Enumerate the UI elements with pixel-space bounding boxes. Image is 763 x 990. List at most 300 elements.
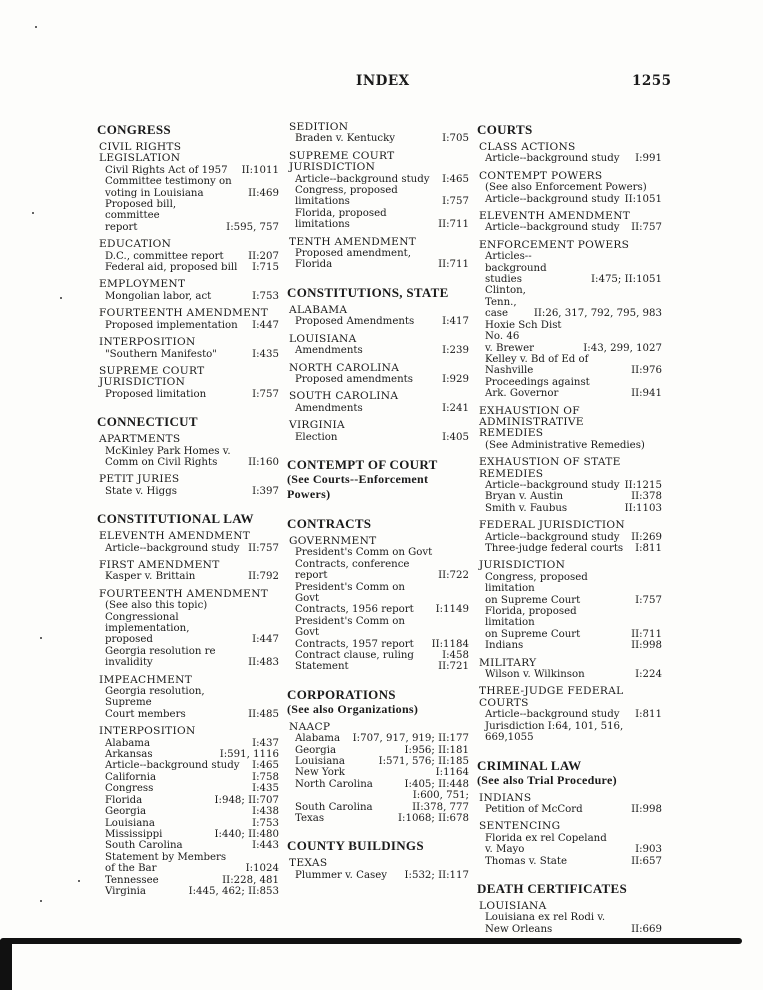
- entry-page-refs: II:378: [631, 491, 662, 503]
- index-entry: [289, 432, 469, 443]
- entry-page-refs: I:1068; II:678: [398, 813, 469, 825]
- entry-title: Smith v. Faubus: [485, 502, 568, 514]
- page-corner-shadow: [0, 940, 12, 990]
- index-subheading: EXHAUSTION OF STATE REMEDIES: [479, 456, 621, 480]
- index-subheading: CLASS ACTIONS: [479, 141, 576, 153]
- index-subheading: TENTH AMENDMENT: [289, 235, 417, 248]
- entry-page-refs: I:571, 576; II:185: [378, 756, 469, 768]
- entry-title: Florida: [105, 794, 143, 806]
- entry-title: Louisiana: [295, 756, 345, 768]
- index-subheading: SUPREME COURT JURISDICTION: [99, 364, 205, 389]
- index-entry: [289, 650, 469, 661]
- index-entry: [479, 669, 662, 680]
- entry-title: Congressional implementation, proposed: [105, 611, 190, 646]
- see-also-reference: (See Courts--Enforcement Powers): [287, 471, 429, 501]
- index-entry: [99, 543, 279, 554]
- index-entry: [289, 208, 469, 231]
- entry-page-refs: I:600, 751; II:378, 777: [412, 790, 469, 813]
- index-entry: [99, 165, 279, 176]
- index-entry: [289, 767, 469, 778]
- index-entry: [479, 833, 662, 856]
- index-subheading: GOVERNMENT: [289, 534, 377, 547]
- entry-page-refs: II:485: [248, 708, 279, 720]
- entry-title: Georgia resolution, Supreme Court members: [105, 686, 205, 720]
- index-main-heading: [287, 457, 469, 502]
- index-entry: [99, 571, 279, 582]
- entry-title: South Carolina: [105, 840, 183, 852]
- entry-title: Alabama: [295, 733, 341, 745]
- index-subheading: ELEVENTH AMENDMENT: [479, 210, 631, 223]
- index-main-heading: [97, 511, 279, 526]
- entry-page-refs: II:721: [438, 661, 469, 673]
- index-subheading: PETIT JURIES: [99, 473, 180, 486]
- entry-page-refs: I:239: [442, 345, 469, 357]
- entry-title: "Southern Manifesto": [105, 348, 217, 360]
- entry-title: Bryan v. Austin: [485, 491, 564, 503]
- index-subheading: SENTENCING: [479, 820, 561, 833]
- entry-title: Louisiana: [105, 817, 155, 829]
- entry-title: Louisiana ex rel Rodi v. New Orleans: [485, 912, 606, 935]
- index-subheading: THREE-JUDGE FEDERAL COURTS: [479, 685, 624, 709]
- entry-page-refs: II:483: [248, 657, 279, 669]
- entry-page-refs: I:753: [252, 290, 279, 302]
- index-entry: [479, 912, 662, 935]
- index-entry: [289, 547, 469, 581]
- entry-page-refs: I:757: [442, 196, 469, 208]
- entry-page-refs: I:707, 917, 919; II:177: [352, 733, 469, 745]
- entry-title: Alabama: [105, 737, 151, 749]
- entry-page-refs: I:948; II:707: [214, 794, 279, 806]
- index-entry: [479, 640, 662, 651]
- index-entry: [479, 491, 662, 502]
- index-entry: [289, 133, 469, 144]
- entry-page-refs: II:160: [248, 456, 279, 468]
- page-number: 1255: [632, 73, 672, 89]
- entry-title: Proposed amendment, Florida: [295, 248, 411, 271]
- entry-title: Wilson v. Wilkinson: [485, 669, 585, 681]
- index-entry: [479, 532, 662, 543]
- index-entry: [289, 316, 469, 327]
- page-title: INDEX: [356, 73, 410, 89]
- entry-title: Georgia: [295, 744, 337, 756]
- index-main-heading: [287, 687, 469, 717]
- entry-page-refs: II:722: [438, 570, 469, 582]
- entry-page-refs: I:757: [635, 594, 662, 606]
- index-entry: [99, 840, 279, 851]
- index-entry: [99, 389, 279, 400]
- entry-title: Georgia: [105, 806, 147, 818]
- entry-title: Petition of McCord: [485, 803, 583, 815]
- index-entry: [289, 345, 469, 356]
- index-subheading: FOURTEENTH AMENDMENT: [99, 587, 269, 600]
- entry-title: New York: [295, 767, 345, 779]
- entry-page-refs: I:929: [442, 373, 469, 385]
- entry-page-refs: II:228, 481: [222, 874, 279, 886]
- main-heading-text: COURTS: [477, 122, 533, 137]
- entry-page-refs: II:792: [248, 571, 279, 583]
- entry-page-refs: I:591, 1116: [219, 749, 279, 761]
- entry-title: South Carolina: [295, 801, 373, 813]
- index-entry: [99, 251, 279, 262]
- index-entry: [289, 185, 469, 208]
- index-entry: [99, 806, 279, 817]
- entry-page-refs: I:715: [252, 262, 279, 274]
- index-entry: [99, 262, 279, 273]
- entry-title: North Carolina: [295, 778, 373, 790]
- entry-page-refs: I:405: [442, 431, 469, 443]
- index-subheading: ENFORCEMENT POWERS: [479, 238, 630, 251]
- see-also-reference: (See also Trial Procedure): [477, 772, 617, 787]
- entry-page-refs: II:1051: [624, 193, 662, 205]
- entry-title: Arkansas: [105, 749, 153, 761]
- entry-title: McKinley Park Homes v. Comm on Civil Rights: [105, 445, 231, 468]
- entry-page-refs: I:956; II:181: [404, 744, 469, 756]
- page-bottom-edge: [0, 938, 742, 944]
- index-entry: [289, 374, 469, 385]
- index-entry: [289, 790, 469, 813]
- main-heading-text: CONTEMPT OF COURT: [287, 456, 438, 472]
- entry-page-refs: II:269: [631, 531, 662, 543]
- entry-title: President's Comm on Govt Contracts, conference report: [295, 547, 433, 582]
- index-entry: [99, 749, 279, 760]
- index-entry: [99, 783, 279, 794]
- entry-title: Article--background study: [485, 709, 620, 721]
- entry-page-refs: I:445, 462; II:853: [188, 885, 279, 897]
- entry-page-refs: I:475; II:1051: [591, 274, 662, 286]
- index-entry: [479, 804, 662, 815]
- main-heading-text: CONSTITUTIONAL LAW: [97, 511, 254, 527]
- entry-page-refs: I:241: [442, 402, 469, 414]
- index-entry: [289, 779, 469, 790]
- entry-page-refs: I:405; II:448: [404, 778, 469, 790]
- index-subheading: EDUCATION: [99, 238, 172, 251]
- index-entry: [289, 745, 469, 756]
- entry-page-refs: I:440; II:480: [214, 828, 279, 840]
- scan-speck: [40, 637, 42, 639]
- entry-title: Amendments: [295, 345, 363, 357]
- entry-page-refs: I:43, 299, 1027: [583, 342, 662, 354]
- entry-page-refs: II:711: [438, 219, 469, 231]
- entry-title: Election: [295, 431, 338, 443]
- index-entry: [99, 795, 279, 806]
- index-subheading: NAACP: [289, 720, 331, 733]
- entry-page-refs: I:757: [252, 388, 279, 400]
- index-subheading: LOUISIANA: [289, 332, 357, 345]
- cross-reference-note: (See Administrative Remedies): [485, 439, 645, 451]
- entry-title: Article--background study: [295, 173, 430, 185]
- entry-page-refs: II:657: [631, 855, 662, 867]
- index-entry: [479, 354, 662, 377]
- index-column-2: [289, 118, 469, 881]
- entry-title: Proposed amendments: [295, 373, 413, 385]
- entry-title: Article--background study: [485, 222, 620, 234]
- entry-title: Florida, proposed limitation on Supreme Court: [485, 606, 581, 640]
- index-entry: [99, 852, 279, 875]
- entry-page-refs: I:532; II:117: [404, 869, 469, 881]
- index-subheading: SEDITION: [289, 121, 349, 133]
- index-entry: [99, 176, 279, 199]
- scan-speck: [32, 212, 34, 214]
- index-main-heading: [97, 122, 279, 137]
- entry-page-refs: I:435: [252, 783, 279, 795]
- index-entry: [99, 772, 279, 783]
- index-entry: [99, 686, 279, 720]
- main-heading-text: COUNTY BUILDINGS: [287, 838, 424, 854]
- entry-title: Civil Rights Act of 1957: [105, 164, 228, 176]
- entry-title: Proposed implementation: [105, 319, 238, 331]
- cross-reference-note: (See also this topic): [105, 600, 208, 612]
- entry-title: Contract clause, ruling: [295, 650, 414, 661]
- entry-title: Mississippi: [105, 828, 163, 840]
- index-entry: [99, 646, 279, 669]
- index-entry: [479, 320, 662, 354]
- index-entry: [479, 606, 662, 640]
- index-entry: [99, 875, 279, 886]
- entry-title: Texas: [295, 813, 325, 825]
- entry-title: Braden v. Kentucky: [295, 133, 396, 145]
- index-entry: [479, 543, 662, 554]
- index-entry: [479, 153, 662, 164]
- index-entry: [289, 582, 469, 616]
- entry-page-refs: I:465: [442, 173, 469, 185]
- index-subheading: CIVIL RIGHTS LEGISLATION: [99, 141, 182, 165]
- index-subheading: TEXAS: [289, 857, 328, 870]
- index-entry: [479, 222, 662, 233]
- entry-page-refs: II:711: [631, 628, 662, 640]
- entry-title: Congress, proposed limitations: [295, 185, 398, 208]
- index-entry: [99, 199, 279, 233]
- index-entry: [99, 738, 279, 749]
- main-heading-text: DEATH CERTIFICATES: [477, 880, 628, 896]
- entry-page-refs: I:397: [252, 485, 279, 497]
- entry-title: Kasper v. Brittain: [105, 571, 196, 583]
- index-main-heading: [287, 285, 469, 300]
- entry-title: Proceedings against Ark. Governor: [485, 376, 590, 400]
- entry-page-refs: I:435: [252, 348, 279, 360]
- entry-title: Article--background study: [485, 193, 620, 205]
- index-entry: [479, 709, 662, 720]
- index-entry: [479, 503, 662, 514]
- entry-title: Article--background study: [105, 542, 240, 554]
- index-entry: [99, 612, 279, 646]
- see-also-reference: (See also Organizations): [287, 701, 419, 716]
- entry-title: Clinton, Tenn., case: [485, 285, 526, 320]
- index-entry: [479, 377, 662, 400]
- main-heading-text: CORPORATIONS: [287, 686, 396, 702]
- entry-page-refs: II:941: [631, 388, 662, 400]
- index-entry: [99, 291, 279, 302]
- index-subheading: NORTH CAROLINA: [289, 361, 400, 374]
- entry-title: Tennessee: [105, 874, 159, 886]
- entry-title: Federal aid, proposed bill: [105, 262, 238, 274]
- index-entry: [99, 320, 279, 331]
- entry-page-refs: II:998: [631, 640, 662, 652]
- index-entry: [99, 486, 279, 497]
- entry-title: Virginia: [105, 885, 146, 897]
- entry-page-refs: I:1164: [435, 767, 469, 779]
- cross-reference-note: (See also Enforcement Powers): [485, 182, 647, 194]
- entry-page-refs: II:711: [438, 259, 469, 271]
- entry-page-refs: II:757: [631, 222, 662, 234]
- entry-page-refs: I:1149: [435, 604, 469, 616]
- index-entry: [289, 616, 469, 650]
- index-entry: [289, 733, 469, 744]
- entry-title: Statement: [295, 661, 349, 673]
- scan-speck: [40, 900, 42, 902]
- entry-title: D.C., committee report: [105, 250, 224, 262]
- index-subheading: LOUISIANA: [479, 899, 547, 912]
- entry-title: Florida, proposed limitations: [295, 207, 387, 231]
- entry-page-refs: I:811: [635, 709, 662, 721]
- index-subheading: IMPEACHMENT: [99, 673, 193, 686]
- entry-page-refs: II:976: [631, 365, 662, 377]
- index-subheading: ELEVENTH AMENDMENT: [99, 530, 251, 543]
- index-entry: [289, 174, 469, 185]
- entry-title: Florida ex rel Copeland v. Mayo: [485, 832, 607, 856]
- entry-title: Proposed limitation: [105, 388, 207, 400]
- scan-speck: [35, 26, 37, 28]
- index-subheading: SUPREME COURT JURISDICTION: [289, 149, 395, 174]
- entry-page-refs: II:469: [248, 187, 279, 199]
- scan-speck: [60, 297, 62, 299]
- entry-page-refs: I:438: [252, 806, 279, 818]
- entry-page-refs: II:998: [631, 803, 662, 815]
- index-subheading: INTERPOSITION: [99, 336, 196, 349]
- index-entry: [479, 572, 662, 606]
- index-subheading: MILITARY: [479, 656, 537, 669]
- entry-title: Article--background study: [105, 760, 240, 772]
- index-column-3: [479, 118, 662, 935]
- entry-page-refs: II:207: [248, 250, 279, 262]
- entry-title: Jurisdiction I:64, 101, 516, 669,1055: [485, 720, 624, 744]
- index-subheading: INTERPOSITION: [99, 725, 196, 738]
- entry-title: Statement by Members of the Bar: [105, 851, 227, 875]
- index-subheading: APARTMENTS: [99, 433, 181, 446]
- entry-title: Three-judge federal courts: [485, 543, 624, 554]
- entry-page-refs: I:447: [252, 634, 279, 646]
- index-main-heading: [477, 758, 662, 788]
- index-subheading: EMPLOYMENT: [99, 278, 186, 291]
- entry-page-refs: I:443: [252, 840, 279, 852]
- entry-page-refs: I:465: [252, 760, 279, 772]
- entry-title: Thomas v. State: [485, 855, 567, 867]
- index-subheading: CONTEMPT POWERS: [479, 169, 603, 182]
- index-entry: [289, 756, 469, 767]
- main-heading-text: CONGRESS: [97, 122, 171, 137]
- entry-title: President's Comm on Govt Contracts, 1956 report: [295, 581, 414, 616]
- entry-page-refs: I:753: [252, 817, 279, 829]
- entry-page-refs: I:903: [635, 844, 662, 856]
- entry-page-refs: I:224: [635, 669, 662, 681]
- index-subheading: ALABAMA: [289, 303, 348, 316]
- entry-page-refs: I:758: [252, 771, 279, 783]
- entry-page-refs: I:991: [635, 153, 662, 165]
- entry-page-refs: I:417: [442, 316, 469, 328]
- entry-page-refs: II:1103: [624, 502, 662, 514]
- index-entry: [479, 285, 662, 319]
- index-entry: [289, 248, 469, 271]
- index-main-heading: [97, 414, 279, 429]
- entry-title: Committee testimony on voting in Louisiana: [105, 176, 232, 199]
- index-main-heading: [477, 881, 662, 896]
- main-heading-text: CRIMINAL LAW: [477, 757, 582, 773]
- entry-title: Proposed Amendments: [295, 316, 415, 328]
- entry-page-refs: I:437: [252, 737, 279, 749]
- index-subheading: FEDERAL JURISDICTION: [479, 519, 625, 532]
- entry-title: Article--background study: [485, 153, 620, 165]
- index-subheading: FOURTEENTH AMENDMENT: [99, 307, 269, 320]
- index-entry: [479, 480, 662, 491]
- entry-title: Plummer v. Casey: [295, 869, 388, 881]
- index-entry: [99, 349, 279, 360]
- main-heading-text: CONNECTICUT: [97, 414, 198, 430]
- entry-title: Congress: [105, 783, 154, 795]
- entry-page-refs: II:669: [631, 923, 662, 935]
- entry-title: Congress, proposed limitation on Supreme Court: [485, 571, 588, 606]
- index-entry: [479, 721, 662, 744]
- scan-speck: [78, 880, 80, 882]
- entry-page-refs: II:757: [248, 542, 279, 554]
- index-entry: [479, 856, 662, 867]
- entry-page-refs: I:811: [635, 543, 662, 554]
- entry-title: Articles--background studies: [485, 251, 547, 286]
- entry-title: Georgia resolution re invalidity: [105, 645, 216, 669]
- entry-title: Proposed bill, committee report: [105, 199, 177, 233]
- entry-page-refs: I:595, 757: [226, 221, 279, 233]
- index-entry: [99, 760, 279, 771]
- index-entry: [479, 194, 662, 205]
- entry-title: Article--background study: [485, 479, 620, 491]
- index-subheading: INDIANS: [479, 791, 532, 804]
- entry-title: President's Comm on Govt Contracts, 1957 report: [295, 615, 414, 650]
- index-column-1: [99, 118, 279, 897]
- entry-page-refs: II:1011: [241, 164, 279, 176]
- entry-title: Kelley v. Bd of Ed of Nashville: [485, 353, 589, 377]
- entry-title: State v. Higgs: [105, 485, 177, 497]
- entry-page-refs: I:1024: [245, 863, 279, 875]
- index-main-heading: [287, 516, 469, 531]
- index-entry: [99, 446, 279, 469]
- entry-page-refs: I:458: [442, 650, 469, 661]
- index-main-heading: [477, 122, 662, 137]
- entry-title: Hoxie Sch Dist No. 46 v. Brewer: [485, 319, 562, 354]
- main-heading-text: CONTRACTS: [287, 515, 372, 531]
- entry-page-refs: II:1215: [624, 479, 662, 491]
- index-entry: [289, 661, 469, 672]
- index-entry: [99, 829, 279, 840]
- entry-title: Indians: [485, 640, 524, 652]
- entry-title: California: [105, 771, 157, 783]
- index-entry: [479, 251, 662, 285]
- index-main-heading: [287, 838, 469, 853]
- index-subheading: SOUTH CAROLINA: [289, 390, 399, 403]
- entry-title: Article--background study: [485, 531, 620, 543]
- main-heading-text: CONSTITUTIONS, STATE: [287, 284, 449, 300]
- index-entry: [289, 813, 469, 824]
- index-entry: [289, 870, 469, 881]
- entry-page-refs: II:1184: [431, 638, 469, 650]
- index-entry: [99, 886, 279, 897]
- index-subheading: VIRGINIA: [289, 419, 345, 432]
- entry-page-refs: I:447: [252, 319, 279, 331]
- index-entry: [289, 403, 469, 414]
- index-entry: [99, 818, 279, 829]
- entry-title: Amendments: [295, 402, 363, 414]
- index-subheading: FIRST AMENDMENT: [99, 558, 220, 571]
- entry-page-refs: II:26, 317, 792, 795, 983: [533, 308, 662, 320]
- entry-title: Mongolian labor, act: [105, 290, 212, 302]
- entry-page-refs: I:705: [442, 133, 469, 145]
